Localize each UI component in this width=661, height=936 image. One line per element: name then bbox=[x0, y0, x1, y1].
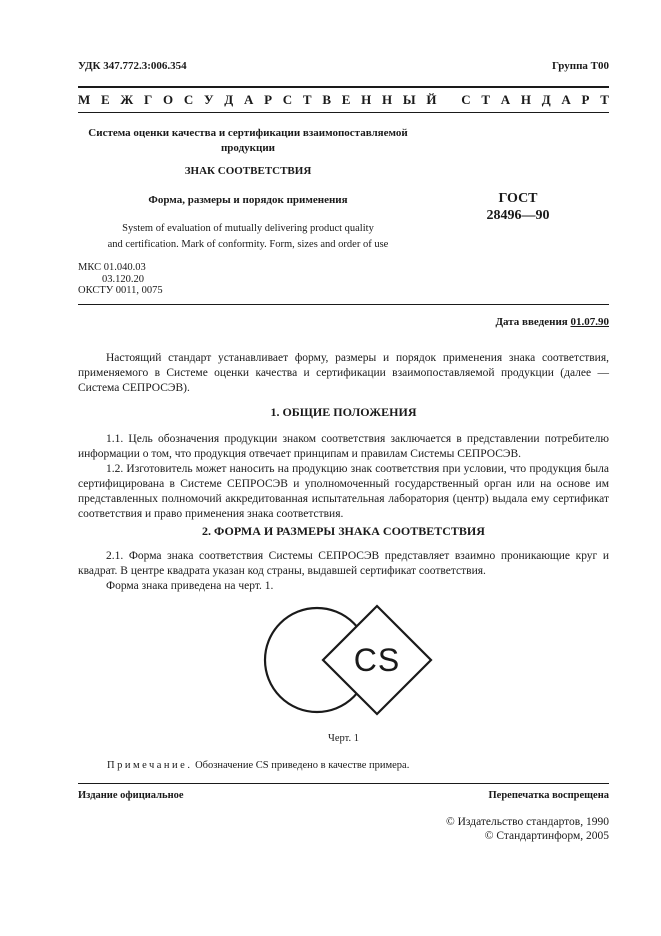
heading-letter: Н bbox=[382, 92, 393, 107]
heading-letter bbox=[447, 92, 450, 108]
heading-letter: У bbox=[204, 92, 214, 107]
heading-letter: М bbox=[78, 92, 91, 107]
gost-label: ГОСТ bbox=[498, 191, 538, 206]
english-title-line1: System of evaluation of mutually delivering product quality bbox=[122, 223, 374, 234]
copyright-block bbox=[446, 815, 609, 843]
note-label: Примечание. bbox=[107, 760, 193, 771]
top-rule bbox=[78, 86, 609, 88]
heading-letter: Т bbox=[600, 92, 609, 107]
reprint-prohibited: Перепечатка воспрещена bbox=[488, 790, 609, 801]
heading-letter: Г bbox=[144, 92, 153, 107]
heading-letter: Д bbox=[541, 92, 551, 107]
heading-letter: С bbox=[282, 92, 293, 107]
section-2-title: 2. ФОРМА И РАЗМЕРЫ ЗНАКА СООТВЕТСТВИЯ bbox=[202, 524, 485, 538]
mks-code-1: МКС 01.040.03 bbox=[78, 262, 146, 273]
copyright-2005: © Стандартинформ, 2005 bbox=[484, 830, 609, 842]
heading-letter: О bbox=[163, 92, 174, 107]
heading-letter: Т bbox=[481, 92, 490, 107]
document-subtitle: Форма, размеры и порядок применения bbox=[148, 194, 348, 206]
system-title bbox=[78, 126, 418, 156]
effective-date-value: 01.07.90 bbox=[570, 316, 609, 328]
official-edition: Издание официальное bbox=[78, 790, 184, 801]
heading-letter: Е bbox=[341, 92, 351, 107]
heading-letter: Н bbox=[361, 92, 372, 107]
interstate-standard-heading bbox=[78, 92, 609, 108]
heading-letter: В bbox=[322, 92, 331, 107]
heading-letter: Д bbox=[224, 92, 234, 107]
mks-code-2: 03.120.20 bbox=[102, 273, 144, 285]
heading-rule bbox=[78, 112, 609, 113]
copyright-1990: © Издательство стандартов, 1990 bbox=[445, 816, 609, 828]
gost-designation bbox=[478, 190, 558, 224]
heading-letter: Р bbox=[264, 92, 273, 107]
figure-note bbox=[107, 760, 409, 771]
effective-date bbox=[495, 316, 609, 328]
english-title-line2: and certification. Mark of conformity. Form, sizes and order of use bbox=[107, 239, 389, 250]
okstu-code: ОКСТУ 0011, 0075 bbox=[78, 285, 163, 296]
heading-letter: С bbox=[461, 92, 471, 107]
heading-letter: А bbox=[500, 92, 511, 107]
intro-paragraph: Настоящий стандарт устанавливает форму, размеры и порядок применения знака соответствия, применяемого в Системе оценки качества и сертификации взаимопоставляемой продукции (далее — Система СЕПРОСЭВ). bbox=[78, 352, 609, 394]
section-1-title: 1. ОБЩИЕ ПОЛОЖЕНИЯ bbox=[270, 405, 417, 419]
figure-caption: Черт. 1 bbox=[328, 733, 359, 744]
udk-code: УДК 347.772.3:006.354 bbox=[78, 60, 187, 72]
conformity-mark-figure bbox=[255, 600, 455, 720]
heading-letter: Ж bbox=[120, 92, 134, 107]
heading-letter: А bbox=[561, 92, 571, 107]
paragraph-2-1: 2.1. Форма знака соответствия Системы СЕПРОСЭВ представляет взаимно проникающие круг и квадрат. В центре квадрата указан код страны, выдавшей сертификат соответствия. bbox=[78, 550, 609, 577]
heading-letter: Й bbox=[426, 92, 437, 107]
mark-country-code: CS bbox=[353, 642, 401, 678]
system-title-line1: Система оценки качества и сертификации взаимопоставляемой bbox=[88, 127, 408, 139]
document-title: ЗНАК СООТВЕТСТВИЯ bbox=[184, 165, 312, 177]
paragraph-1-2: 1.2. Изготовитель может наносить на продукцию знак соответствия при условии, что продукция была сертифицирована в Системе СЕПРОСЭВ и уполномоченный государственный орган или на основе им представленных полномочий аккредитованная испытательная лаборатория (центр) выдала ему сертификат соответствия и право применения знака соответствия. bbox=[78, 463, 609, 520]
classification-codes bbox=[78, 262, 163, 297]
gost-number: 28496—90 bbox=[486, 208, 550, 223]
heading-letter: Н bbox=[520, 92, 531, 107]
footer-rule bbox=[78, 783, 609, 784]
heading-letter: Р bbox=[581, 92, 590, 107]
codes-rule bbox=[78, 304, 609, 305]
note-text: Обозначение CS приведено в качестве примера. bbox=[192, 760, 410, 771]
group-code: Группа Т00 bbox=[551, 60, 609, 72]
system-title-line2: продукции bbox=[220, 142, 276, 154]
paragraph-1-1: 1.1. Цель обозначения продукции знаком соответствия заключается в представлении потребителю информации о том, что продукция отвечает принципам и правилам Системы СЕПРОСЭВ. bbox=[78, 433, 609, 460]
paragraph-2-1-figure-ref: Форма знака приведена на черт. 1. bbox=[106, 580, 274, 592]
heading-letter: А bbox=[243, 92, 254, 107]
heading-letter: С bbox=[183, 92, 194, 107]
effective-date-label: Дата введения bbox=[495, 316, 568, 328]
heading-letter: Ы bbox=[402, 92, 416, 107]
heading-letter: Е bbox=[101, 92, 110, 107]
heading-letter: Т bbox=[302, 92, 312, 107]
english-title bbox=[78, 221, 418, 253]
